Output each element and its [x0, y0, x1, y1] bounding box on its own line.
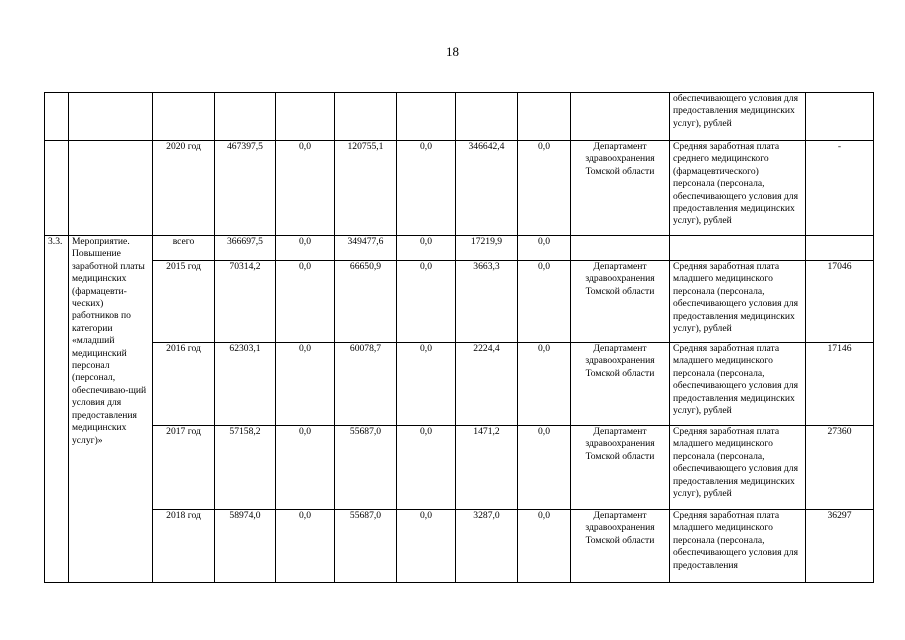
year-cell: 2017 год [153, 426, 215, 510]
regional-cell: 66650,9 [335, 261, 397, 343]
table-row [45, 236, 874, 261]
regional-cell: 60078,7 [335, 343, 397, 426]
table-row [45, 93, 874, 141]
other-cell: 0,0 [518, 141, 571, 236]
department-cell: Департамент здравоохранения Томской области [571, 510, 670, 583]
department-cell: Департамент здравоохранения Томской области [571, 141, 670, 236]
federal-cell [276, 93, 335, 141]
table-row [45, 141, 874, 236]
extrabudget-cell: 3287,0 [456, 510, 518, 583]
other-cell: 0,0 [518, 426, 571, 510]
indicator-cell: Средняя заработная плата младшего медицинского персонала (персонала, обеспечивающего условия для предоставления медицинских услуг), рублей [670, 261, 806, 343]
local-cell: 0,0 [397, 426, 456, 510]
regional-cell: 349477,6 [335, 236, 397, 261]
regional-cell: 55687,0 [335, 426, 397, 510]
page-number: 18 [446, 44, 459, 59]
target-cell: 17146 [806, 343, 874, 426]
other-cell: 0,0 [518, 510, 571, 583]
total-cell: 58974,0 [215, 510, 276, 583]
regional-cell [335, 93, 397, 141]
target-cell: 36297 [806, 510, 874, 583]
federal-cell: 0,0 [276, 236, 335, 261]
target-cell: 27360 [806, 426, 874, 510]
federal-cell: 0,0 [276, 343, 335, 426]
federal-cell: 0,0 [276, 426, 335, 510]
extrabudget-cell [456, 93, 518, 141]
other-cell [518, 93, 571, 141]
table-row [45, 510, 874, 583]
total-cell [215, 93, 276, 141]
local-cell: 0,0 [397, 510, 456, 583]
department-cell [571, 236, 670, 261]
extrabudget-cell: 17219,9 [456, 236, 518, 261]
regional-cell: 55687,0 [335, 510, 397, 583]
section-name: Мероприятие. Повышение заработной платы медицинских (фармацевти-ческих) работников по категории «младший медицинский персонал (персонал, обеспечиваю-щий условия для предоставления медицинских услуг)» [69, 236, 153, 583]
local-cell [397, 93, 456, 141]
regional-cell: 120755,1 [335, 141, 397, 236]
event-name-cell [69, 93, 153, 141]
federal-cell: 0,0 [276, 141, 335, 236]
table-row [45, 343, 874, 426]
department-cell [571, 93, 670, 141]
indicator-cell [670, 236, 806, 261]
target-cell [806, 93, 874, 141]
federal-cell: 0,0 [276, 510, 335, 583]
extrabudget-cell: 346642,4 [456, 141, 518, 236]
year-cell [153, 93, 215, 141]
section-index: 3.3. [45, 236, 69, 583]
table-row [45, 261, 874, 343]
local-cell: 0,0 [397, 261, 456, 343]
department-cell: Департамент здравоохранения Томской области [571, 343, 670, 426]
index-cell [45, 141, 69, 236]
department-cell: Департамент здравоохранения Томской области [571, 261, 670, 343]
local-cell: 0,0 [397, 236, 456, 261]
year-cell: 2016 год [153, 343, 215, 426]
indicator-cell: Средняя заработная плата младшего медицинского персонала (персонала, обеспечивающего условия для предоставления [670, 510, 806, 583]
total-cell: 467397,5 [215, 141, 276, 236]
other-cell: 0,0 [518, 236, 571, 261]
year-cell: 2020 год [153, 141, 215, 236]
program-table [44, 92, 874, 583]
federal-cell: 0,0 [276, 261, 335, 343]
year-cell: 2015 год [153, 261, 215, 343]
event-name-cell [69, 141, 153, 236]
extrabudget-cell: 3663,3 [456, 261, 518, 343]
total-cell: 57158,2 [215, 426, 276, 510]
year-cell: 2018 год [153, 510, 215, 583]
target-cell: 17046 [806, 261, 874, 343]
year-cell: всего [153, 236, 215, 261]
total-cell: 366697,5 [215, 236, 276, 261]
total-cell: 62303,1 [215, 343, 276, 426]
other-cell: 0,0 [518, 343, 571, 426]
indicator-cell: Средняя заработная плата среднего медицинского (фармацевтического) персонала (персонала, обеспечивающего условия для предоставления медицинских услуг), рублей [670, 141, 806, 236]
total-cell: 70314,2 [215, 261, 276, 343]
other-cell: 0,0 [518, 261, 571, 343]
target-cell [806, 236, 874, 261]
extrabudget-cell: 1471,2 [456, 426, 518, 510]
department-cell: Департамент здравоохранения Томской области [571, 426, 670, 510]
target-cell: - [806, 141, 874, 236]
local-cell: 0,0 [397, 343, 456, 426]
table-row [45, 426, 874, 510]
indicator-cell: обеспечивающего условия для предоставления медицинских услуг), рублей [670, 93, 806, 141]
indicator-cell: Средняя заработная плата младшего медицинского персонала (персонала, обеспечивающего условия для предоставления медицинских услуг), рублей [670, 343, 806, 426]
indicator-cell: Средняя заработная плата младшего медицинского персонала (персонала, обеспечивающего условия для предоставления медицинских услуг), рублей [670, 426, 806, 510]
extrabudget-cell: 2224,4 [456, 343, 518, 426]
index-cell [45, 93, 69, 141]
local-cell: 0,0 [397, 141, 456, 236]
